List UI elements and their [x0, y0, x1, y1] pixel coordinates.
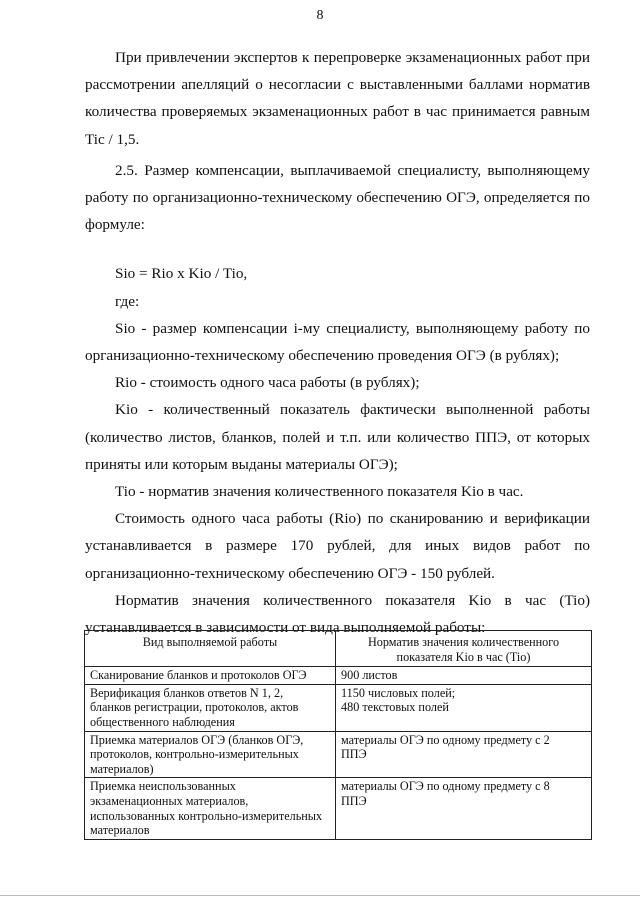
table-cell-work [85, 731, 336, 778]
paragraph-norm-intro: Норматив значения количественного показателя Kio в час (Tio) устанавливается в зависимости от вида выполняемой работы: [85, 591, 590, 637]
table-row [85, 667, 592, 685]
document-body [85, 44, 590, 641]
table-cell-norm [336, 667, 592, 685]
page-bottom-rule [0, 895, 640, 896]
table-header-row [85, 631, 592, 667]
paragraph-expert-recheck: При привлечении экспертов к перепроверке экзаменационных работ при рассмотрении апелляций о несогласии с выставленными баллами норматив количества проверяемых экзаменационных работ в час принимается равным Tic / 1,5. [85, 49, 590, 148]
cell-line: 480 текстовых полей [341, 700, 449, 715]
cell-line: Сканирование бланков и протоколов ОГЭ [90, 668, 307, 683]
cell-line: Верификация бланков ответов N 1, 2, [90, 685, 284, 700]
table-header-work-type: Вид выполняемой работы [85, 631, 336, 667]
table-cell-norm [336, 731, 592, 778]
page-number: 8 [316, 8, 324, 23]
table-row [85, 684, 592, 731]
table-cell-work [85, 684, 336, 731]
cell-line: материалов [90, 823, 150, 838]
definition-sio: Sio - размер компенсации i-му специалисту, выполняющему работу по организационно-техническому обеспечению проведения ОГЭ (в рублях); [85, 319, 590, 365]
cell-line: Приемка неиспользованных [90, 779, 236, 794]
table-row [85, 778, 592, 839]
table-cell-work [85, 778, 336, 839]
paragraph-compensation-formula-intro: 2.5. Размер компенсации, выплачиваемой специалисту, выполняющему работу по организационно-техническому обеспечению ОГЭ, определяется по формуле: [85, 161, 590, 234]
definition-rio: Rio - стоимость одного часа работы (в рублях); [115, 374, 420, 392]
table-row [85, 731, 592, 778]
cell-line: 900 листов [341, 668, 398, 683]
cell-line: ППЭ [341, 747, 367, 762]
table-cell-work [85, 667, 336, 685]
cell-line: использованных контрольно-измерительных [90, 808, 323, 823]
formula-where-label: где: [115, 292, 140, 310]
cell-line: общественного наблюдения [90, 714, 235, 729]
cell-line: протоколов, контрольно-измерительных [90, 747, 299, 762]
definition-kio: Kio - количественный показатель фактически выполненной работы (количество листов, бланков, полей и т.п. или количество ППЭ, от которых приняты или которым выданы материалы ОГЭ); [85, 401, 590, 473]
definition-tio: Tio - норматив значения количественного показателя Kio в час. [115, 483, 524, 501]
table-cell-norm [336, 778, 592, 839]
paragraph-hourly-rate: Стоимость одного часа работы (Rio) по сканированию и верификации устанавливается в размере 170 рублей, для иных видов работ по организационно-техническому обеспечению ОГЭ - 150 рублей. [85, 510, 590, 582]
cell-line: 1150 числовых полей; [341, 685, 456, 700]
cell-line: материалы ОГЭ по одному предмету с 8 [341, 779, 550, 794]
cell-line: Приемка материалов ОГЭ (бланков ОГЭ, [90, 732, 304, 747]
cell-line: бланков регистрации, протоколов, актов [90, 700, 299, 715]
cell-line: материалов) [90, 761, 154, 776]
cell-line: материалы ОГЭ по одному предмету с 2 [341, 732, 550, 747]
norms-table [84, 630, 592, 840]
table-cell-norm [336, 684, 592, 731]
cell-line: экзаменационных материалов, [90, 793, 249, 808]
table-header-norm: Норматив значения количественного показателя Kio в час (Tio) [336, 631, 592, 667]
formula: Sio = Rio x Kio / Tio, [115, 265, 248, 283]
cell-line: ППЭ [341, 793, 367, 808]
